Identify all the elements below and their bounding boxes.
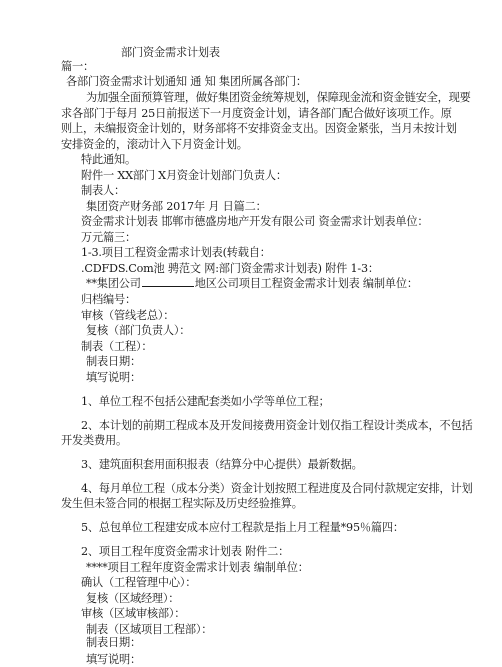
note-item-continued: 发生但未签合同的根据工程实际及历史经验推算。: [61, 497, 303, 510]
text-line: 附件一 XX部门 X月资金计划部门负责人：: [81, 169, 287, 182]
text-line: 集团资产财务部 2017年 月 日篇二：: [86, 200, 267, 213]
text-line: 填写说明：: [86, 653, 141, 666]
text-line: 制表日期：: [86, 355, 141, 368]
paragraph-line: 为加强全面预算管理，做好集团资金统筹规划，保障现金流和资金链安全，现要: [86, 91, 471, 104]
text-line: 审核（区域审核部）：: [81, 607, 186, 620]
paragraph-line: 则上，未编报资金计划的，财务部将不安排资金支出。因资金紧张，当月未按计划: [61, 122, 457, 135]
note-item: 4、每月单位工程（成本分类）资金计划按照工程进度及合同付款规定安排，计划: [81, 482, 473, 495]
text-line: 复核（部门负责人）：: [86, 324, 191, 337]
note-item: 5、总包单位工程建安成本应付工程款是指上月工程量*95％篇四：: [81, 521, 404, 534]
text-line: 制表（区域项目工程部）：: [86, 623, 213, 636]
note-item: 3、建筑面积套用面积报表（结算分中心提供）最新数据。: [81, 458, 363, 471]
text-line: 2、项目工程年度资金需求计划表 附件二：: [81, 545, 290, 558]
paragraph-line: 求各部门于每月 25日前报送下一月度资金计划，请各部门配合做好该项工作。原: [61, 107, 452, 120]
document-title: 部门资金需求计划表: [121, 46, 220, 59]
note-item-continued: 开发类费用。: [61, 434, 127, 447]
text-line: 制表日期：: [86, 636, 141, 649]
company-prefix: **集团公司: [86, 277, 141, 290]
section-heading: 篇一：: [61, 60, 94, 73]
text-line: [86, 276, 418, 291]
form-title-suffix: 地区公司项目工程资金需求计划表 编制单位：: [194, 277, 418, 290]
text-line: .CDFDS.Com池 骋范文 网:部门资金需求计划表) 附件 1-3：: [81, 262, 379, 275]
note-item: 1、单位工程不包括公建配套类如小学等单位工程；: [81, 395, 330, 408]
text-line: 1-3.项目工程资金需求计划表(转载自：: [81, 246, 271, 259]
note-item: 2、本计划的前期工程成本及开发间接费用资金计划仅指工程设计类成本，不包括: [81, 419, 473, 432]
text-line: 确认（工程管理中心）：: [81, 576, 197, 589]
text-line: 归档编号：: [81, 293, 136, 306]
paragraph-line: 安排资金的，滚动计入下月资金计划。: [61, 138, 248, 151]
text-line: 审核（管线老总）：: [81, 309, 175, 322]
text-line: 特此通知。: [81, 153, 136, 166]
text-line: 复核（区域经理）：: [86, 592, 180, 605]
text-line: 万元篇三：: [81, 231, 136, 244]
text-line: ****项目工程年度资金需求计划表 编制单位：: [86, 561, 309, 574]
text-line: 资金需求计划表 邯郸市德盛房地产开发有限公司 资金需求计划表单位：: [81, 215, 429, 228]
blank-underline: [142, 277, 194, 287]
text-line: 制表人：: [81, 184, 125, 197]
text-line: 填写说明：: [86, 371, 141, 384]
text-line: 制表（工程）：: [81, 340, 153, 353]
notice-heading: 各部门资金需求计划通知 通 知 集团所属各部门：: [66, 75, 307, 88]
